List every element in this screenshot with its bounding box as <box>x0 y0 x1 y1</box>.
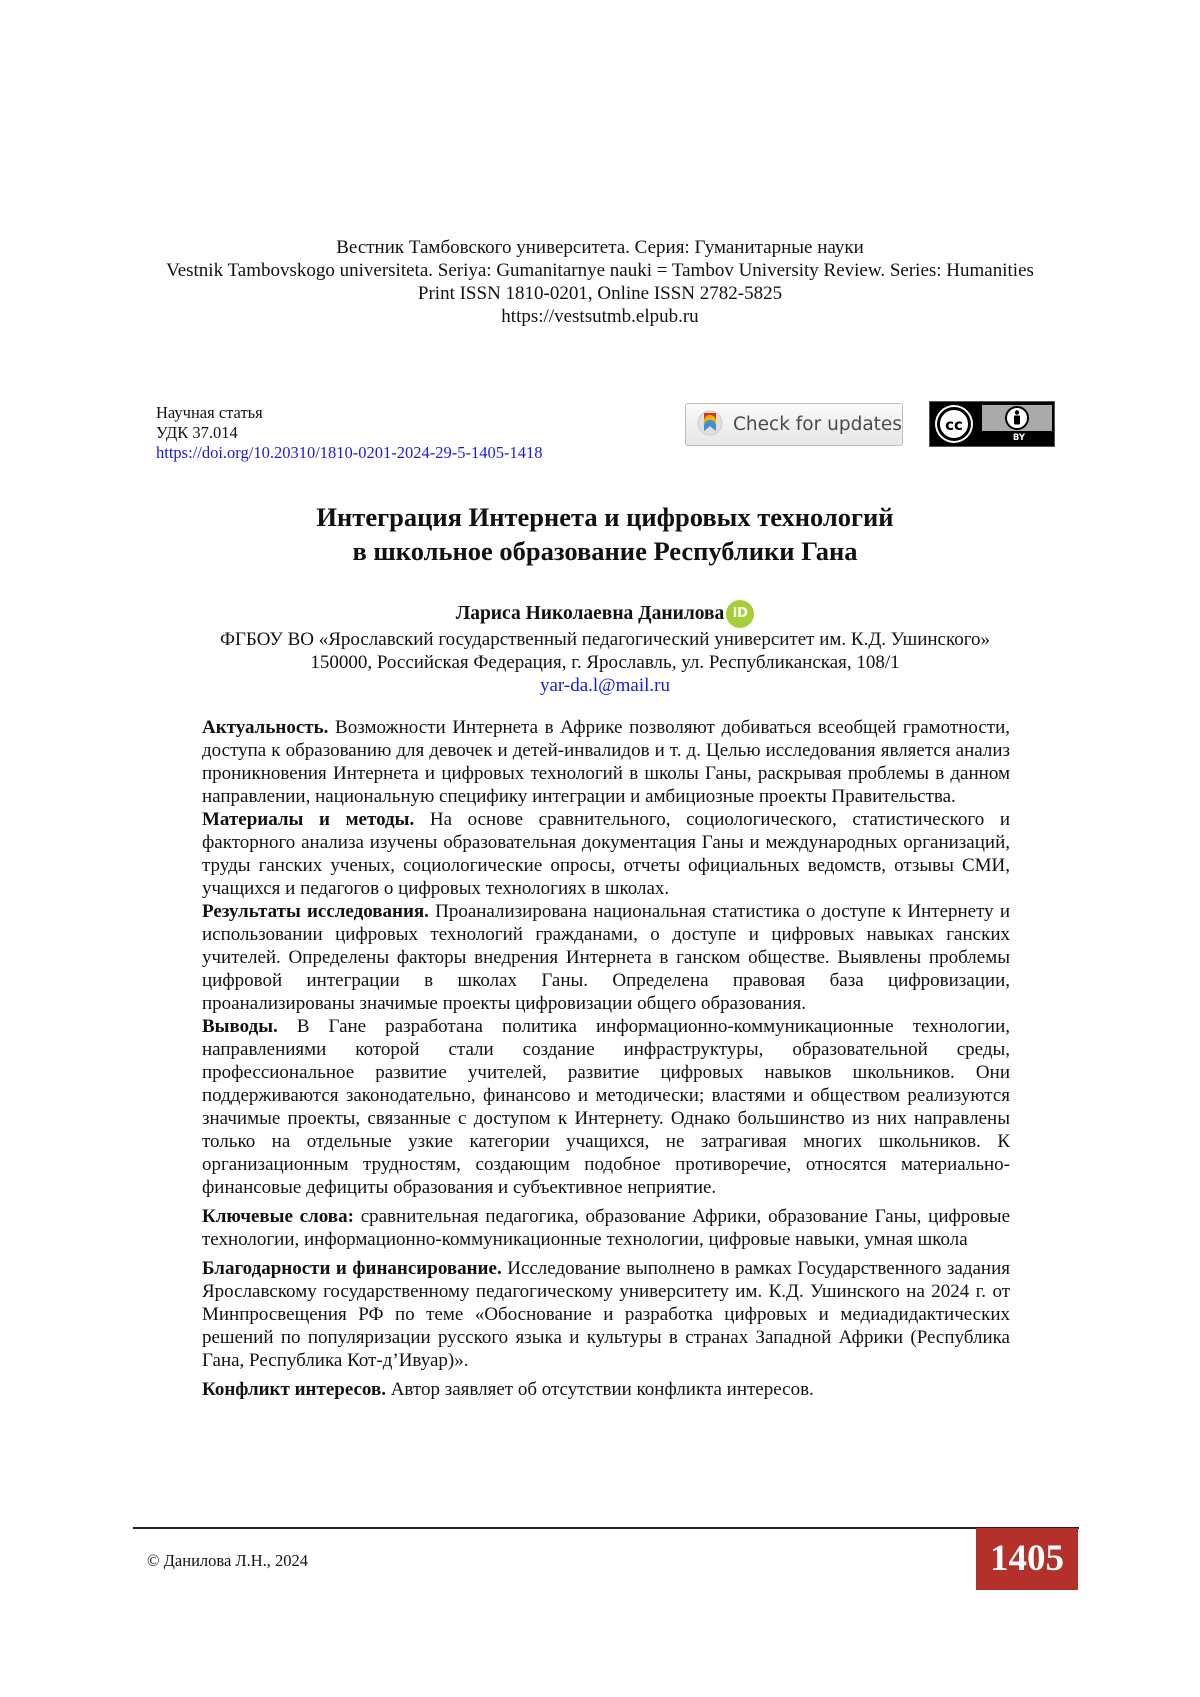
check-for-updates-button[interactable] <box>685 403 903 446</box>
journal-issn: Print ISSN 1810-0201, Online ISSN 2782-5825 <box>417 283 783 304</box>
relevance-label: Актуальность. <box>202 717 329 738</box>
keywords <box>202 1205 1010 1251</box>
article-meta <box>156 403 543 463</box>
doi-link[interactable]: https://doi.org/10.20310/1810-0201-2024-29-5-1405-1418 <box>156 443 543 462</box>
title-line-1: Интеграция Интернета и цифровых технологий <box>316 502 894 532</box>
svg-text:cc: cc <box>945 416 963 434</box>
methods-label: Материалы и методы. <box>202 809 415 830</box>
copyright: © Данилова Л.Н., 2024 <box>147 1551 309 1570</box>
author-address: 150000, Российская Федерация, г. Ярославль, ул. Республиканская, 108/1 <box>310 652 900 673</box>
conclusions-text: В Гане разработана политика информационно-коммуникационные технологии, направлениями которой стали создание инфраструктуры, образовательной среды, профессиональное развитие учителей, развитие цифровых навыков школьников. Они поддерживаются законодательно, финансово и методически; властями и обществом реализуются значимые проекты, связанные с доступом к Интернету. Однако большинство из них направлены только на отдельные узкие категории учащихся, не затрагивая многих школьников. К организационным трудностям, создающим подобное противоречие, относятся материально-финансовые дефициты образования и субъективное неприятие. <box>202 1016 1010 1198</box>
journal-title-en: Vestnik Tambovskogo universiteta. Seriya: Gumanitarnye nauki = Tambov University Review. Series: Humanities <box>166 260 1034 281</box>
page-number: 1405 <box>976 1528 1078 1590</box>
keywords-label: Ключевые слова: <box>202 1206 354 1227</box>
journal-header <box>0 236 1200 328</box>
results-label: Результаты исследования. <box>202 901 429 922</box>
author-affiliation: ФГБОУ ВО «Ярославский государственный педагогический университет им. К.Д. Ушинского» <box>219 629 991 650</box>
results-text: Проанализирована национальная статистика о доступе к Интернету и использовании цифровых технологий гражданами, о доступе и цифровых навыках ганских учителей. Определены факторы внедрения Интернета в ганском обществе. Выявлены проблемы цифровой интеграции в школах Ганы. Определена правовая база цифровизации, проанализированы значимые проекты цифровизации общего образования. <box>202 901 1010 1014</box>
conflict-label: Конфликт интересов. <box>202 1379 386 1400</box>
funding-label: Благодарности и финансирование. <box>202 1258 502 1279</box>
abstract-methods <box>202 808 1010 900</box>
article-title <box>0 500 1200 568</box>
title-line-2: в школьное образование Республики Гана <box>352 536 858 566</box>
keywords-text: сравнительная педагогика, образование Африки, образование Ганы, цифровые технологии, информационно-коммуникационные технологии, цифровые навыки, умная школа <box>202 1206 1010 1250</box>
crossmark-icon <box>697 409 723 441</box>
journal-url[interactable]: https://vestsutmb.elpub.ru <box>501 306 699 327</box>
conclusions-label: Выводы. <box>202 1016 278 1037</box>
funding <box>202 1257 1010 1372</box>
conflict-of-interest <box>202 1378 1010 1401</box>
cc-by-license-badge[interactable] <box>929 401 1055 447</box>
relevance-text: Возможности Интернета в Африке позволяют добиваться всеобщей грамотности, доступа к образованию для девочек и детей-инвалидов и т. д. Целью исследования является анализ проникновения Интернета и цифровых технологий в школы Ганы, раскрывая проблемы в данном направлении, национальную специфику интеграции и амбициозные проекты Правительства. <box>202 717 1011 807</box>
author-name: Лариса Николаевна Данилова <box>455 603 725 624</box>
check-for-updates-label: Check for updates <box>733 414 902 435</box>
conflict-text: Автор заявляет об отсутствии конфликта интересов. <box>390 1379 814 1400</box>
footer-divider <box>133 1527 1079 1529</box>
article-type: Научная статья <box>156 403 263 422</box>
funding-text: Исследование выполнено в рамках Государственного задания Ярославскому государственному педагогическому университету им. К.Д. Ушинского на 2024 г. от Минпросвещения РФ по теме «Обоснование и разработка цифровых и медиадидактических решений по популяризации русского языка и культуры в странах Западной Африки (Республика Гана, Республика Кот-д’Ивуар)». <box>202 1258 1010 1371</box>
author-email-link[interactable]: yar-da.l@mail.ru <box>539 675 670 696</box>
abstract-conclusions <box>202 1015 1010 1199</box>
abstract <box>202 716 1010 1401</box>
license-label: BY <box>1012 433 1026 443</box>
abstract-results <box>202 900 1010 1015</box>
author-block <box>0 600 1200 697</box>
methods-text: На основе сравнительного, социологического, статистического и факторного анализа изучены образовательная документация Ганы и международных организаций, труды ганских ученых, социологические опросы, отчеты официальных ведомств, отзывы СМИ, учащихся и педагогов о цифровых технологиях в школах. <box>202 809 1010 899</box>
abstract-relevance <box>202 716 1010 808</box>
orcid-icon[interactable]: iD <box>726 600 754 628</box>
journal-title-ru: Вестник Тамбовского университета. Серия: Гуманитарные науки <box>336 237 864 258</box>
udk-code: УДК 37.014 <box>156 423 238 442</box>
